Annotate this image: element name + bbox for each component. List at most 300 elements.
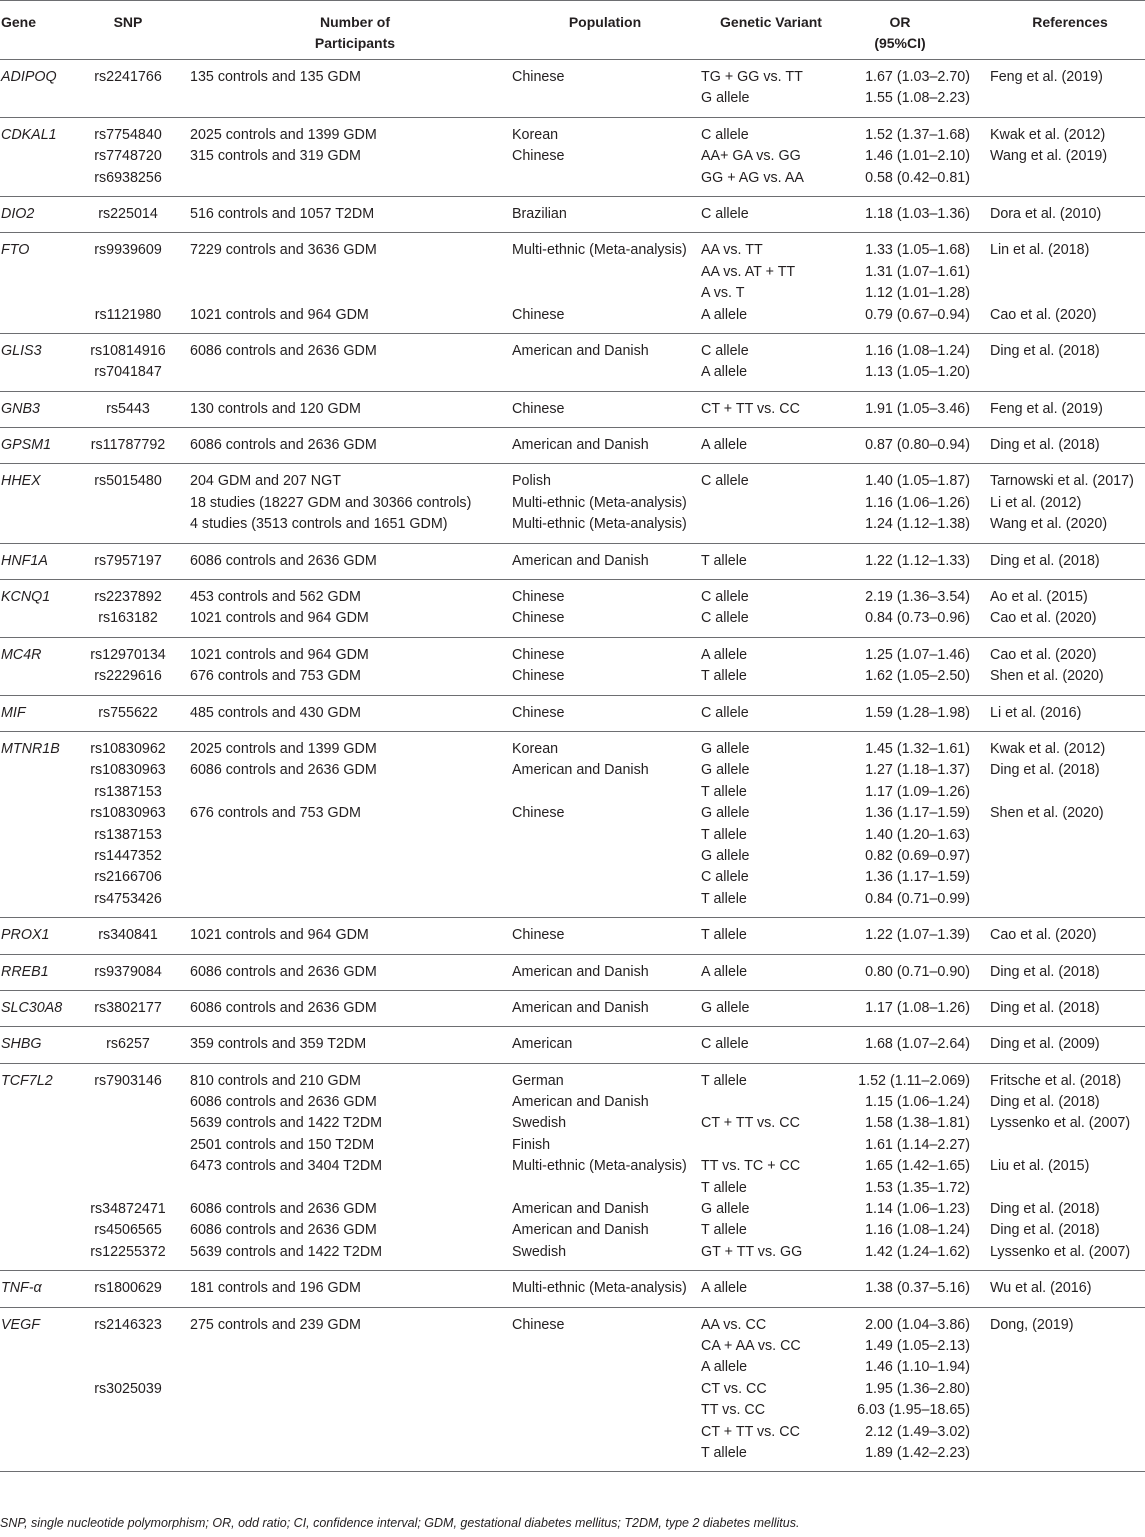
gene-group bbox=[0, 233, 1145, 334]
participants-cell: 6473 controls and 3404 T2DM bbox=[190, 1158, 383, 1175]
participants-cell: 485 controls and 430 GDM bbox=[190, 704, 361, 721]
participants-cell: 4 studies (3513 controls and 1651 GDM) bbox=[190, 516, 448, 533]
snp-cell: rs1121980 bbox=[94, 306, 162, 323]
participants-cell: 453 controls and 562 GDM bbox=[190, 589, 361, 606]
participants-cell: 676 controls and 753 GDM bbox=[190, 805, 361, 822]
table-row bbox=[0, 666, 1145, 687]
table-row bbox=[0, 1315, 1145, 1336]
odds-ratio-cell: 1.61 (1.14–2.27) bbox=[865, 1136, 970, 1153]
genetic-variant-cell: C allele bbox=[701, 610, 749, 627]
population-cell: Multi-ethnic (Meta-analysis) bbox=[512, 494, 687, 511]
snp-cell: rs225014 bbox=[98, 205, 158, 222]
odds-ratio-cell: 1.36 (1.17–1.59) bbox=[865, 869, 970, 886]
reference-cell: Kwak et al. (2012) bbox=[990, 740, 1106, 757]
reference-cell: Lin et al. (2018) bbox=[990, 242, 1090, 259]
table-row bbox=[0, 514, 1145, 535]
genetic-variant-cell: G allele bbox=[701, 762, 750, 779]
genetic-variant-cell: G allele bbox=[701, 1201, 750, 1218]
table-row bbox=[0, 341, 1145, 362]
reference-cell: Ding et al. (2018) bbox=[990, 342, 1100, 359]
participants-cell: 6086 controls and 2636 GDM bbox=[190, 963, 377, 980]
table-row bbox=[0, 1034, 1145, 1055]
participants-cell: 135 controls and 135 GDM bbox=[190, 69, 361, 85]
gene-cell: KCNQ1 bbox=[1, 589, 51, 606]
table-row bbox=[0, 240, 1145, 261]
participants-cell: 18 studies (18227 GDM and 30366 controls) bbox=[190, 494, 472, 511]
gene-group bbox=[0, 696, 1145, 732]
population-cell: Chinese bbox=[512, 668, 565, 685]
gene-group bbox=[0, 334, 1145, 392]
reference-cell: Shen et al. (2020) bbox=[990, 668, 1104, 685]
table-row bbox=[0, 962, 1145, 983]
population-cell: Chinese bbox=[512, 69, 565, 85]
odds-ratio-cell: 1.45 (1.32–1.61) bbox=[865, 740, 970, 757]
reference-cell: Dora et al. (2010) bbox=[990, 205, 1102, 222]
genetic-variant-cell: G allele bbox=[701, 740, 750, 757]
odds-ratio-cell: 1.17 (1.08–1.26) bbox=[865, 999, 970, 1016]
reference-cell: Shen et al. (2020) bbox=[990, 805, 1104, 822]
population-cell: Brazilian bbox=[512, 205, 567, 222]
snp-cell: rs2146323 bbox=[94, 1316, 162, 1333]
genetic-variant-cell: C allele bbox=[701, 126, 749, 143]
reference-cell: Cao et al. (2020) bbox=[990, 610, 1097, 627]
gene-cell: HHEX bbox=[1, 473, 41, 490]
genetic-variant-cell: T allele bbox=[701, 826, 747, 843]
participants-cell: 359 controls and 359 T2DM bbox=[190, 1036, 367, 1053]
genetic-variant-cell: G allele bbox=[701, 90, 750, 107]
participants-cell: 181 controls and 196 GDM bbox=[190, 1280, 361, 1297]
gene-cell: FTO bbox=[1, 242, 30, 259]
table-row bbox=[0, 703, 1145, 724]
reference-cell: Ding et al. (2018) bbox=[990, 1094, 1100, 1111]
gene-cell: GLIS3 bbox=[1, 342, 42, 359]
table-row bbox=[0, 1336, 1145, 1357]
gene-cell: RREB1 bbox=[1, 963, 49, 980]
reference-cell: Wu et al. (2016) bbox=[990, 1280, 1092, 1297]
population-cell: American and Danish bbox=[512, 1094, 649, 1111]
table-row bbox=[0, 471, 1145, 492]
participants-cell: 5639 controls and 1422 T2DM bbox=[190, 1115, 383, 1132]
table-header bbox=[0, 0, 1145, 60]
snp-cell: rs1387153 bbox=[94, 783, 162, 800]
snp-cell: rs6938256 bbox=[94, 169, 162, 186]
population-cell: Swedish bbox=[512, 1243, 567, 1260]
odds-ratio-cell: 1.25 (1.07–1.46) bbox=[865, 646, 970, 663]
snp-cell: rs340841 bbox=[98, 927, 158, 944]
snp-cell: rs2241766 bbox=[94, 69, 162, 85]
odds-ratio-cell: 0.82 (0.69–0.97) bbox=[865, 847, 970, 864]
genetic-variant-cell: AA vs. AT + TT bbox=[701, 263, 796, 280]
odds-ratio-cell: 1.40 (1.05–1.87) bbox=[865, 473, 970, 490]
population-cell: Chinese bbox=[512, 589, 565, 606]
participants-cell: 204 GDM and 207 NGT bbox=[190, 473, 341, 490]
table-row bbox=[0, 1357, 1145, 1378]
snp-cell: rs4753426 bbox=[94, 890, 162, 907]
genetic-variant-cell: A allele bbox=[701, 646, 748, 663]
odds-ratio-cell: 0.79 (0.67–0.94) bbox=[865, 306, 970, 323]
reference-cell: Liu et al. (2015) bbox=[990, 1158, 1090, 1175]
odds-ratio-cell: 1.16 (1.08–1.24) bbox=[865, 1222, 970, 1239]
odds-ratio-cell: 1.16 (1.06–1.26) bbox=[865, 494, 970, 511]
odds-ratio-cell: 1.31 (1.07–1.61) bbox=[865, 263, 970, 280]
table-row bbox=[0, 1135, 1145, 1156]
table-row bbox=[0, 283, 1145, 304]
snp-cell: rs163182 bbox=[98, 610, 158, 627]
gene-cell: MC4R bbox=[1, 646, 42, 663]
participants-cell: 6086 controls and 2636 GDM bbox=[190, 762, 377, 779]
participants-cell: 516 controls and 1057 T2DM bbox=[190, 205, 375, 222]
odds-ratio-cell: 1.14 (1.06–1.23) bbox=[865, 1201, 970, 1218]
population-cell: Multi-ethnic (Meta-analysis) bbox=[512, 1280, 687, 1297]
gene-cell: VEGF bbox=[1, 1316, 40, 1333]
snp-cell: rs7748720 bbox=[94, 148, 162, 165]
odds-ratio-cell: 6.03 (1.95–18.65) bbox=[857, 1402, 970, 1419]
genetic-variant-cell: A allele bbox=[701, 1359, 748, 1376]
population-cell: American and Danish bbox=[512, 762, 649, 779]
gene-cell: DIO2 bbox=[1, 205, 35, 222]
table-footnote: SNP, single nucleotide polymorphism; OR, odd ratio; CI, confidence interval; GDM, gestational diabetes mellitus; T2DM, type 2 diabetes mellitus. bbox=[0, 1516, 800, 1530]
table-row bbox=[0, 1242, 1145, 1263]
genetic-variant-cell: G allele bbox=[701, 999, 750, 1016]
participants-cell: 6086 controls and 2636 GDM bbox=[190, 1222, 377, 1239]
population-cell: Chinese bbox=[512, 704, 565, 721]
table-row bbox=[0, 867, 1145, 888]
participants-cell: 5639 controls and 1422 T2DM bbox=[190, 1243, 383, 1260]
population-cell: Chinese bbox=[512, 646, 565, 663]
reference-cell: Dong, (2019) bbox=[990, 1316, 1074, 1333]
reference-cell: Lyssenko et al. (2007) bbox=[990, 1115, 1131, 1132]
genetic-variant-cell: G allele bbox=[701, 805, 750, 822]
gene-group bbox=[0, 197, 1145, 233]
reference-cell: Kwak et al. (2012) bbox=[990, 126, 1106, 143]
reference-cell: Ao et al. (2015) bbox=[990, 589, 1088, 606]
odds-ratio-cell: 1.58 (1.38–1.81) bbox=[865, 1115, 970, 1132]
table-row bbox=[0, 204, 1145, 225]
table-row bbox=[0, 1422, 1145, 1443]
odds-ratio-cell: 1.52 (1.11–2.069) bbox=[858, 1072, 970, 1089]
table-row bbox=[0, 739, 1145, 760]
odds-ratio-cell: 2.19 (1.36–3.54) bbox=[865, 589, 970, 606]
odds-ratio-cell: 2.12 (1.49–3.02) bbox=[865, 1423, 970, 1440]
table-row bbox=[0, 1156, 1145, 1177]
genetic-variant-cell: GT + TT vs. GG bbox=[701, 1243, 803, 1260]
participants-cell: 676 controls and 753 GDM bbox=[190, 668, 361, 685]
gene-group bbox=[0, 991, 1145, 1027]
reference-cell: Feng et al. (2019) bbox=[990, 69, 1103, 85]
participants-cell: 2025 controls and 1399 GDM bbox=[190, 740, 377, 757]
snp-cell: rs3802177 bbox=[94, 999, 162, 1016]
genetic-variant-cell: T allele bbox=[701, 668, 747, 685]
snp-cell: rs2237892 bbox=[94, 589, 162, 606]
genetic-variant-cell: A allele bbox=[701, 306, 748, 323]
odds-ratio-cell: 1.12 (1.01–1.28) bbox=[865, 285, 970, 302]
snp-cell: rs7903146 bbox=[94, 1072, 162, 1089]
snp-cell: rs1387153 bbox=[94, 826, 162, 843]
odds-ratio-cell: 1.62 (1.05–2.50) bbox=[865, 668, 970, 685]
reference-cell: Fritsche et al. (2018) bbox=[990, 1072, 1122, 1089]
snp-cell: rs4506565 bbox=[94, 1222, 162, 1239]
genetic-variant-cell: CA + AA vs. CC bbox=[701, 1337, 801, 1354]
gene-group bbox=[0, 544, 1145, 580]
snp-cell: rs1447352 bbox=[94, 847, 162, 864]
population-cell: American and Danish bbox=[512, 1201, 649, 1218]
snp-cell: rs34872471 bbox=[90, 1201, 166, 1218]
table-row bbox=[0, 362, 1145, 383]
snp-cell: rs2229616 bbox=[94, 668, 162, 685]
gene-cell: SLC30A8 bbox=[1, 999, 63, 1016]
participants-cell: 6086 controls and 2636 GDM bbox=[190, 437, 377, 454]
table-row bbox=[0, 608, 1145, 629]
table-row bbox=[0, 587, 1145, 608]
table-row bbox=[0, 1113, 1145, 1134]
table-row bbox=[0, 803, 1145, 824]
table-row bbox=[0, 1443, 1145, 1464]
odds-ratio-cell: 1.15 (1.06–1.24) bbox=[865, 1094, 970, 1111]
header-or: OR (95%CI) bbox=[874, 14, 926, 51]
odds-ratio-cell: 1.53 (1.35–1.72) bbox=[865, 1179, 970, 1196]
odds-ratio-cell: 1.55 (1.08–2.23) bbox=[865, 90, 970, 107]
genetic-variant-cell: T allele bbox=[701, 1444, 747, 1461]
participants-cell: 6086 controls and 2636 GDM bbox=[190, 1201, 377, 1218]
gene-group bbox=[0, 1271, 1145, 1307]
genetic-variant-cell: C allele bbox=[701, 704, 749, 721]
population-cell: Chinese bbox=[512, 148, 565, 165]
gene-group bbox=[0, 638, 1145, 696]
population-cell: Chinese bbox=[512, 927, 565, 944]
snp-cell: rs9939609 bbox=[94, 242, 162, 259]
participants-cell: 1021 controls and 964 GDM bbox=[190, 306, 369, 323]
reference-cell: Lyssenko et al. (2007) bbox=[990, 1243, 1131, 1260]
population-cell: American and Danish bbox=[512, 1222, 649, 1239]
table-body bbox=[0, 60, 1145, 1472]
header-gene: Gene bbox=[1, 14, 37, 30]
gene-cell: TNF-α bbox=[1, 1280, 42, 1297]
table-row bbox=[0, 1379, 1145, 1400]
table-row bbox=[0, 305, 1145, 326]
table-row bbox=[0, 1199, 1145, 1220]
snp-cell: rs6257 bbox=[106, 1036, 150, 1053]
odds-ratio-cell: 1.18 (1.03–1.36) bbox=[865, 205, 970, 222]
snp-cell: rs12970134 bbox=[90, 646, 166, 663]
genetic-variant-cell: A vs. T bbox=[701, 285, 745, 302]
table-row bbox=[0, 846, 1145, 867]
reference-cell: Feng et al. (2019) bbox=[990, 400, 1103, 417]
participants-cell: 810 controls and 210 GDM bbox=[190, 1072, 361, 1089]
genetic-variant-cell: C allele bbox=[701, 1036, 749, 1053]
odds-ratio-cell: 1.91 (1.05–3.46) bbox=[865, 400, 970, 417]
participants-cell: 2501 controls and 150 T2DM bbox=[190, 1136, 375, 1153]
snp-cell: rs7754840 bbox=[94, 126, 162, 143]
odds-ratio-cell: 1.89 (1.42–2.23) bbox=[865, 1444, 970, 1461]
genetic-variant-cell: CT + TT vs. CC bbox=[701, 1115, 800, 1132]
snp-cell: rs11787792 bbox=[90, 437, 166, 454]
odds-ratio-cell: 1.46 (1.01–2.10) bbox=[865, 148, 970, 165]
gene-group bbox=[0, 1064, 1145, 1272]
gene-cell: CDKAL1 bbox=[1, 126, 57, 143]
gene-group bbox=[0, 428, 1145, 464]
genetic-variant-cell: AA+ GA vs. GG bbox=[701, 148, 801, 165]
gene-group bbox=[0, 732, 1145, 918]
gene-cell: ADIPOQ bbox=[1, 69, 57, 85]
table-row bbox=[0, 1071, 1145, 1092]
population-cell: Polish bbox=[512, 473, 551, 490]
table-row bbox=[0, 998, 1145, 1019]
genetic-variant-cell: A allele bbox=[701, 963, 748, 980]
odds-ratio-cell: 0.87 (0.80–0.94) bbox=[865, 437, 970, 454]
snp-cell: rs5443 bbox=[106, 400, 150, 417]
table-row bbox=[0, 67, 1145, 88]
header-snp: SNP bbox=[113, 14, 143, 30]
snp-cell: rs10830963 bbox=[90, 805, 166, 822]
reference-cell: Cao et al. (2020) bbox=[990, 306, 1097, 323]
gene-cell: TCF7L2 bbox=[1, 1072, 53, 1089]
genetic-variant-cell: A allele bbox=[701, 364, 748, 381]
participants-cell: 1021 controls and 964 GDM bbox=[190, 610, 369, 627]
table-row bbox=[0, 399, 1145, 420]
population-cell: American and Danish bbox=[512, 437, 649, 454]
odds-ratio-cell: 2.00 (1.04–3.86) bbox=[865, 1316, 970, 1333]
table-row bbox=[0, 262, 1145, 283]
population-cell: Chinese bbox=[512, 610, 565, 627]
table-row bbox=[0, 782, 1145, 803]
snp-cell: rs10830962 bbox=[90, 740, 166, 757]
table-row bbox=[0, 760, 1145, 781]
reference-cell: Li et al. (2016) bbox=[990, 704, 1082, 721]
gene-group bbox=[0, 918, 1145, 954]
gene-cell: PROX1 bbox=[1, 927, 50, 944]
genetic-variant-cell: T allele bbox=[701, 890, 747, 907]
odds-ratio-cell: 1.42 (1.24–1.62) bbox=[865, 1243, 970, 1260]
odds-ratio-cell: 0.84 (0.73–0.96) bbox=[865, 610, 970, 627]
reference-cell: Tarnowski et al. (2017) bbox=[990, 473, 1134, 490]
gene-cell: MIF bbox=[1, 704, 26, 721]
gene-group bbox=[0, 392, 1145, 428]
genetic-variant-cell: TT vs. TC + CC bbox=[701, 1158, 801, 1175]
table-row bbox=[0, 1092, 1145, 1113]
odds-ratio-cell: 1.46 (1.10–1.94) bbox=[865, 1359, 970, 1376]
population-cell: Multi-ethnic (Meta-analysis) bbox=[512, 516, 687, 533]
header-participants: Number of Participants bbox=[314, 14, 396, 51]
genetic-variant-cell: T allele bbox=[701, 1072, 747, 1089]
snp-cell: rs3025039 bbox=[94, 1380, 162, 1397]
odds-ratio-cell: 1.49 (1.05–2.13) bbox=[865, 1337, 970, 1354]
participants-cell: 1021 controls and 964 GDM bbox=[190, 646, 369, 663]
genetic-variant-cell: T allele bbox=[701, 552, 747, 569]
population-cell: German bbox=[512, 1072, 564, 1089]
snp-cell: rs5015480 bbox=[94, 473, 162, 490]
snp-cell: rs1800629 bbox=[94, 1280, 162, 1297]
odds-ratio-cell: 1.65 (1.42–1.65) bbox=[865, 1158, 970, 1175]
population-cell: Chinese bbox=[512, 1316, 565, 1333]
gene-cell: MTNR1B bbox=[1, 740, 60, 757]
header-references: References bbox=[1032, 14, 1108, 30]
population-cell: Chinese bbox=[512, 306, 565, 323]
odds-ratio-cell: 1.59 (1.28–1.98) bbox=[865, 704, 970, 721]
table-row bbox=[0, 1278, 1145, 1299]
snp-cell: rs2166706 bbox=[94, 869, 162, 886]
reference-cell: Li et al. (2012) bbox=[990, 494, 1082, 511]
genetic-variant-cell: CT + TT vs. CC bbox=[701, 1423, 800, 1440]
genetic-variant-cell: C allele bbox=[701, 589, 749, 606]
gene-group bbox=[0, 1308, 1145, 1473]
snp-cell: rs9379084 bbox=[94, 963, 162, 980]
reference-cell: Ding et al. (2018) bbox=[990, 1201, 1100, 1218]
reference-cell: Cao et al. (2020) bbox=[990, 927, 1097, 944]
population-cell: American and Danish bbox=[512, 552, 649, 569]
reference-cell: Cao et al. (2020) bbox=[990, 646, 1097, 663]
gene-group bbox=[0, 1027, 1145, 1063]
odds-ratio-cell: 1.33 (1.05–1.68) bbox=[865, 242, 970, 259]
reference-cell: Ding et al. (2018) bbox=[990, 552, 1100, 569]
genetic-variant-cell: T allele bbox=[701, 783, 747, 800]
reference-cell: Ding et al. (2009) bbox=[990, 1036, 1100, 1053]
table-row bbox=[0, 551, 1145, 572]
population-cell: American and Danish bbox=[512, 963, 649, 980]
table-row bbox=[0, 125, 1145, 146]
table-row bbox=[0, 1400, 1145, 1421]
participants-cell: 6086 controls and 2636 GDM bbox=[190, 1094, 377, 1111]
snp-cell: rs7957197 bbox=[94, 552, 162, 569]
reference-cell: Wang et al. (2020) bbox=[990, 516, 1108, 533]
genetic-variant-cell: T allele bbox=[701, 1179, 747, 1196]
population-cell: American bbox=[512, 1036, 573, 1053]
population-cell: Multi-ethnic (Meta-analysis) bbox=[512, 1158, 687, 1175]
odds-ratio-cell: 1.68 (1.07–2.64) bbox=[865, 1036, 970, 1053]
header-genetic-variant: Genetic Variant bbox=[720, 14, 822, 30]
odds-ratio-cell: 1.27 (1.18–1.37) bbox=[865, 762, 970, 779]
table-row bbox=[0, 825, 1145, 846]
population-cell: American and Danish bbox=[512, 999, 649, 1016]
odds-ratio-cell: 1.16 (1.08–1.24) bbox=[865, 342, 970, 359]
odds-ratio-cell: 1.36 (1.17–1.59) bbox=[865, 805, 970, 822]
genetic-variant-cell: GG + AG vs. AA bbox=[701, 169, 804, 186]
population-cell: Korean bbox=[512, 740, 559, 757]
gene-group bbox=[0, 60, 1145, 118]
table-row bbox=[0, 493, 1145, 514]
genetic-variant-cell: CT vs. CC bbox=[701, 1380, 767, 1397]
odds-ratio-cell: 1.38 (0.37–5.16) bbox=[865, 1280, 970, 1297]
snp-cell: rs10830963 bbox=[90, 762, 166, 779]
odds-ratio-cell: 1.95 (1.36–2.80) bbox=[865, 1380, 970, 1397]
participants-cell: 1021 controls and 964 GDM bbox=[190, 927, 369, 944]
reference-cell: Ding et al. (2018) bbox=[990, 963, 1100, 980]
reference-cell: Wang et al. (2019) bbox=[990, 148, 1108, 165]
genetic-variant-cell: T allele bbox=[701, 1222, 747, 1239]
reference-cell: Ding et al. (2018) bbox=[990, 762, 1100, 779]
odds-ratio-cell: 0.84 (0.71–0.99) bbox=[865, 890, 970, 907]
genetic-variant-cell: A allele bbox=[701, 437, 748, 454]
table-row bbox=[0, 435, 1145, 456]
table-row bbox=[0, 645, 1145, 666]
genetic-variant-cell: TT vs. CC bbox=[701, 1402, 766, 1419]
participants-cell: 7229 controls and 3636 GDM bbox=[190, 242, 377, 259]
population-cell: Finish bbox=[512, 1136, 551, 1153]
participants-cell: 130 controls and 120 GDM bbox=[190, 400, 361, 417]
genetic-variant-cell: C allele bbox=[701, 205, 749, 222]
header-population: Population bbox=[568, 14, 642, 30]
gene-group bbox=[0, 955, 1145, 991]
snp-cell: rs7041847 bbox=[94, 364, 162, 381]
genetic-variant-cell: CT + TT vs. CC bbox=[701, 400, 800, 417]
reference-cell: Ding et al. (2018) bbox=[990, 1222, 1100, 1239]
participants-cell: 6086 controls and 2636 GDM bbox=[190, 342, 377, 359]
table-row bbox=[0, 88, 1145, 109]
reference-cell: Ding et al. (2018) bbox=[990, 437, 1100, 454]
participants-cell: 275 controls and 239 GDM bbox=[190, 1316, 361, 1333]
gene-cell: GPSM1 bbox=[1, 437, 52, 454]
genetic-variant-cell: C allele bbox=[701, 869, 749, 886]
population-cell: Swedish bbox=[512, 1115, 567, 1132]
